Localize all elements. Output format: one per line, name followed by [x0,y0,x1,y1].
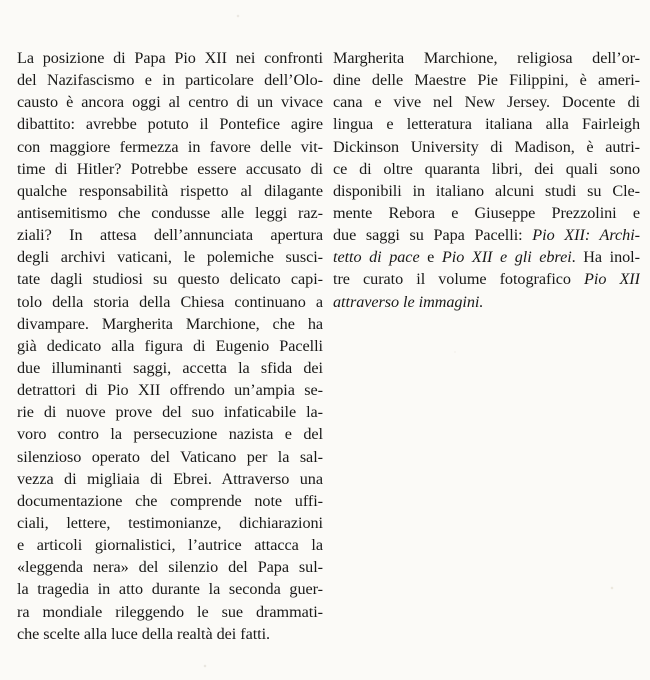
text-line [17,534,323,556]
text-line [17,335,323,357]
text-segment: disponibili in italiano alcuni studi su Cle- [333,181,640,200]
text-segment: tolo della storia della Chiesa continuano a [17,292,323,311]
text-segment: documentazione che comprende note uffi- [17,491,323,510]
text-line [17,468,323,490]
text-line [333,47,640,69]
text-segment: con maggiore fermezza in favore delle vit- [17,137,323,156]
text-segment: Margherita Marchione, religiosa dell’or- [333,49,640,67]
text-line [17,512,323,534]
text-segment: dibattito: avrebbe potuto il Pontefice agire [17,115,323,134]
italic-text-segment: Pio XII: Archi- [532,226,640,245]
text-line [17,91,323,113]
right-column [333,47,640,313]
text-segment: Dickinson University di Madison, è autri- [333,137,640,156]
text-segment: detrattori di Pio XII offrendo un’ampia se- [17,381,323,400]
text-line [17,113,323,135]
text-line [17,180,323,202]
text-line [17,401,323,423]
text-line [17,379,323,401]
text-line [333,113,640,135]
text-segment: cana e vive nel New Jersey. Docente di [333,93,640,112]
text-segment: già dedicato alla figura di Eugenio Pacelli [17,336,323,355]
text-segment: lingua e letteratura italiana alla Fairleigh [333,115,640,134]
text-line [333,91,640,113]
text-line [17,291,323,313]
text-segment: dine delle Maestre Pie Filippini, è ameri- [333,71,640,90]
text-line [333,268,640,290]
text-segment: vezza di migliaia di Ebrei. Attraverso una [17,469,323,488]
text-segment: due illuminanti saggi, accetta la sfida dei [17,358,323,377]
text-line [333,246,640,268]
text-segment: ce di oltre quaranta libri, dei quali sono [333,159,640,178]
text-segment: e [419,248,442,267]
text-line [17,224,323,246]
text-line [333,291,640,313]
text-line [17,158,323,180]
text-line [333,180,640,202]
text-line [17,578,323,600]
text-segment: rie di nuove prove del suo infaticabile la- [17,403,323,422]
text-line [333,69,640,91]
text-line [333,202,640,224]
text-line [17,202,323,224]
text-line [17,490,323,512]
text-segment: tre curato il volume fotografico [333,270,585,289]
text-segment: che scelte alla luce della realtà dei fatti. [17,624,271,643]
text-segment: ziali? In attesa dell’annunciata apertura [17,226,323,245]
text-segment: del Nazifascismo e in particolare dell’Olo- [17,71,323,90]
text-segment: tate dagli studiosi su questo delicato capi- [17,270,323,289]
text-segment: e articoli giornalistici, l’autrice attacca la [17,536,323,555]
italic-text-segment: Pio XII [584,270,640,289]
text-line [333,224,640,246]
text-line [17,623,323,645]
text-line [17,313,323,335]
text-line [17,268,323,290]
italic-text-segment: tetto di pace [333,248,420,267]
text-line [17,246,323,268]
text-segment: antisemitismo che condusse alle leggi raz- [17,203,323,222]
text-segment: ciali, lettere, testimonianze, dichiarazioni [17,513,323,532]
text-segment: la tragedia in atto durante la seconda guer- [17,580,323,599]
text-line [17,423,323,445]
left-column [17,47,323,645]
text-segment: causto è ancora oggi al centro di un vivace [17,93,323,112]
text-line [17,357,323,379]
italic-text-segment: Pio XII e gli ebrei [441,248,572,267]
text-line [17,601,323,623]
text-segment: La posizione di Papa Pio XII nei confronti [17,49,323,67]
text-line [17,556,323,578]
text-line [17,136,323,158]
text-segment: . Ha inol- [571,248,640,267]
text-segment: silenzioso operato del Vaticano per la sal- [17,447,323,466]
text-segment: «leggenda nera» del silenzio del Papa sul- [17,558,323,577]
text-line [17,47,323,69]
text-line [17,69,323,91]
italic-text-segment: attraverso le immagini. [333,292,484,311]
text-segment: ra mondiale rileggendo le sue drammati- [17,602,323,621]
text-line [333,158,640,180]
text-segment: degli archivi vaticani, le polemiche susci- [17,248,323,267]
text-segment: qualche responsabilità rispetto al dilagante [17,181,323,200]
text-segment: voro contro la persecuzione nazista e del [17,425,323,444]
text-segment: time di Hitler? Potrebbe essere accusato di [17,159,323,178]
text-segment: divampare. Margherita Marchione, che ha [17,314,323,333]
text-line [17,446,323,468]
text-segment: mente Rebora e Giuseppe Prezzolini e [333,203,640,222]
text-line [333,136,640,158]
text-segment: due saggi su Papa Pacelli: [333,226,533,245]
